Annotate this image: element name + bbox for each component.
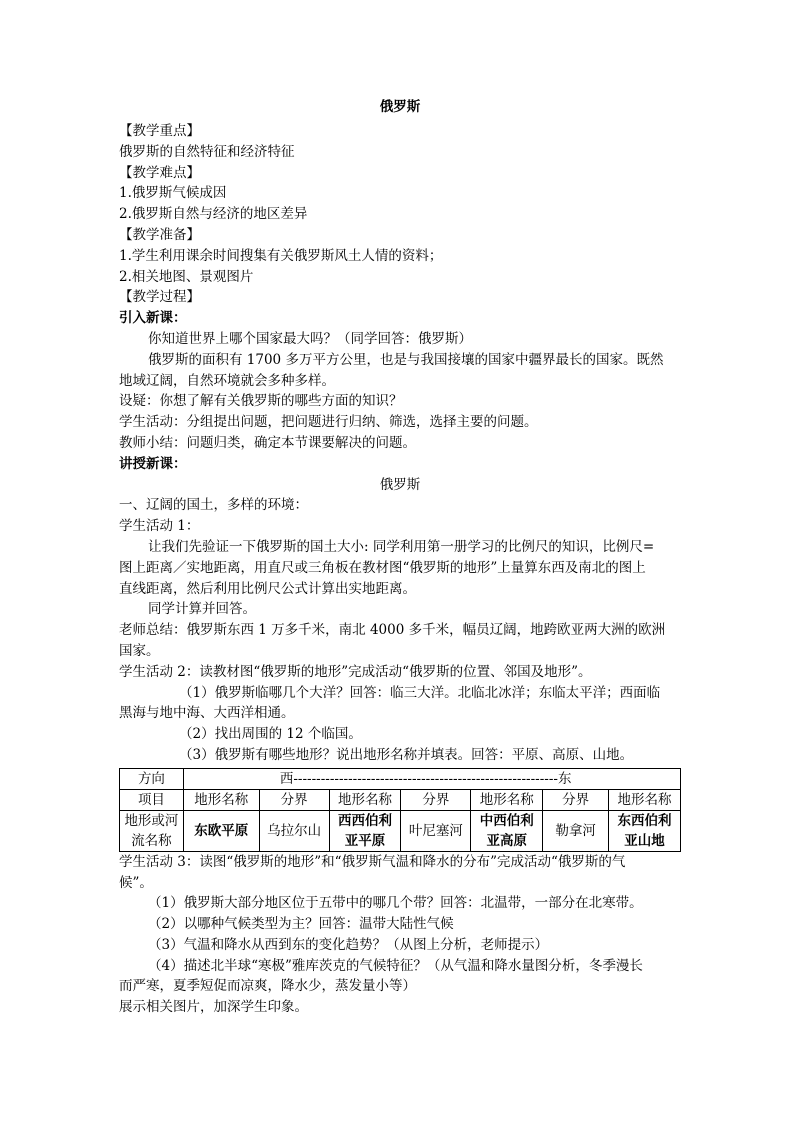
table-cell: 中西伯利亚高原 [471,810,543,851]
document-page [119,94,681,1018]
activity-3-q2: （2）以哪种气候类型为主？回答：温带大陆性气候 [148,916,454,933]
intro-paragraph-line1: 俄罗斯的面积有 1700 多万平方公里，也是与我国接壤的国家中疆界最长的国家。既然 [148,351,664,368]
terrain-table [119,768,681,852]
table-cell-direction: 西----------------------------------------------------------东 [183,768,680,789]
activity-3-q1: （1）俄罗斯大部分地区位于五带中的哪几个带？回答：北温带，一部分在北寒带。 [148,895,643,912]
intro-question: 你知道世界上哪个国家最大吗？（同学回答：俄罗斯） [148,330,472,347]
design-question: 设疑：你想了解有关俄罗斯的哪些方面的知识？ [119,393,403,410]
heading-intro: 引入新课： [119,310,187,327]
table-cell: 地形名称 [609,789,681,810]
activity-1-answer: 同学计算并回答。 [148,601,256,618]
activity-1-line1: 让我们先验证一下俄罗斯的国土大小: 同学利用第一册学习的比例尺的知识，比例尺= [148,538,655,555]
intro-paragraph-line2: 地域辽阔，自然环境就会多种多样。 [119,372,335,389]
activity-3-line2: 候”。 [119,874,153,891]
table-row-direction [120,768,681,789]
activity-1-heading: 学生活动 1： [119,518,200,535]
activity-2-q2: （2）找出周围的 12 个临国。 [179,726,362,743]
table-cell: 东西伯利亚山地 [609,810,681,851]
text-difficulty-2: 2.俄罗斯自然与经济的地区差异 [119,206,308,223]
summary-1-line1: 老师总结：俄罗斯东西 1 万多千米，南北 4000 多千米，幅员辽阔，地跨欧亚两大洲的欧洲 [119,622,666,639]
activity-2-heading: 学生活动 2：读教材图“俄罗斯的地形”完成活动“俄罗斯的位置、邻国及地形”。 [119,663,592,680]
activity-3-q4-line2: 而严寒，夏季短促而凉爽，降水少，蒸发量小等） [119,978,416,995]
activity-2-q3: （3）俄罗斯有哪些地形？说出地形名称并填表。回答：平原、高原、山地。 [179,746,634,763]
teacher-summary: 教师小结：问题归类，确定本节课要解决的问题。 [119,434,416,451]
text-preparation-2: 2.相关地图、景观图片 [119,268,254,285]
table-cell: 地形名称 [471,789,543,810]
heading-difficulties: 【教学难点】 [119,164,200,181]
table-cell: 叶尼塞河 [401,810,471,851]
activity-1-line3: 直线距离，然后利用比例尺公式计算出实地距离。 [119,580,416,597]
table-cell: 乌拉尔山 [259,810,329,851]
table-cell: 勒拿河 [543,810,609,851]
activity-1-line2: 图上距离／实地距离，用直尺或三角板在教材图“俄罗斯的地形”上量算东西及南北的图上 [119,559,646,576]
heading-process: 【教学过程】 [119,289,200,306]
table-row-values [120,810,681,851]
activity-3-line1: 学生活动 3：读图“俄罗斯的地形”和“俄罗斯气温和降水的分布”完成活动“俄罗斯的气 [119,853,626,870]
closing-text: 展示相关图片，加深学生印象。 [119,999,308,1016]
activity-3-q3: （3）气温和降水从西到东的变化趋势？（从图上分析，老师提示） [148,936,549,953]
table-cell: 西西伯利亚平原 [329,810,401,851]
table-row-header [120,789,681,810]
table-cell: 项目 [120,789,184,810]
student-activity: 学生活动：分组提出问题，把问题进行归纳、筛选，选择主要的问题。 [119,414,538,431]
activity-2-q1-line2: 黑海与地中海、大西洋相通。 [119,705,295,722]
table-cell: 地形或河流名称 [120,810,184,851]
table-cell: 分界 [259,789,329,810]
table-cell: 分界 [401,789,471,810]
section-title: 俄罗斯 [379,476,421,493]
activity-2-q1-line1: （1）俄罗斯临哪几个大洋？回答：临三大洋。北临北冰洋；东临太平洋；西面临 [179,684,661,701]
summary-1-line2: 国家。 [119,642,160,659]
text-preparation-1: 1.学生利用课余时间搜集有关俄罗斯风土人情的资料； [119,247,443,264]
activity-3-q4-line1: （4）描述北半球“寒极”雅库茨克的气候特征？（从气温和降水量图分析，冬季漫长 [148,957,643,974]
heading-key-points: 【教学重点】 [119,123,200,139]
section-1-heading: 一、辽阔的国土，多样的环境： [119,497,308,514]
table-cell: 东欧平原 [183,810,259,851]
table-cell: 地形名称 [183,789,259,810]
heading-lecture: 讲授新课： [119,455,187,472]
text-key-points: 俄罗斯的自然特征和经济特征 [119,143,295,160]
table-cell: 地形名称 [329,789,401,810]
table-cell: 分界 [543,789,609,810]
page-title: 俄罗斯 [379,99,421,115]
heading-preparation: 【教学准备】 [119,226,200,243]
text-difficulty-1: 1.俄罗斯气候成因 [119,185,227,202]
table-cell: 方向 [120,768,184,789]
